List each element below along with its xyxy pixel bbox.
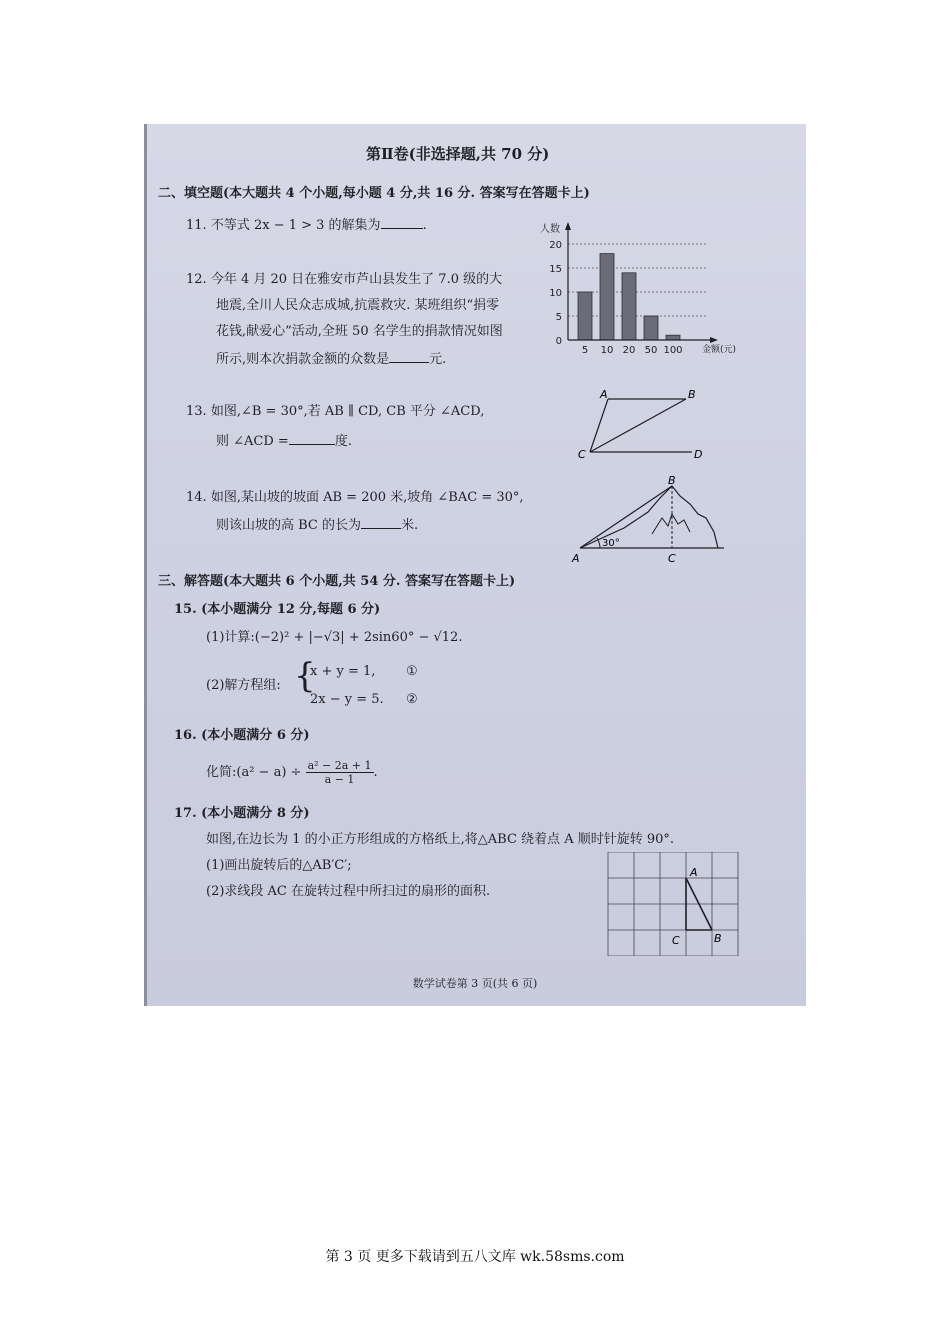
q15-part1: (1)计算:(−2)² + |−√3| + 2sin60° − √12.: [206, 630, 463, 645]
exam-photo: [144, 124, 806, 1006]
q11-text: 不等式 2x − 1 > 3 的解集为: [210, 218, 381, 233]
q14-line2-end: 米.: [401, 518, 419, 533]
page-footer: 数学试卷第 3 页(共 6 页): [412, 977, 538, 990]
fig17-grid-triangle: [606, 852, 742, 956]
photo-edge: [144, 124, 147, 1006]
q17-head: 17. (本小题满分 8 分): [174, 806, 310, 821]
q12-blank: [389, 350, 429, 363]
q12-line1-text: 今年 4 月 20 日在雅安市芦山县发生了 7.0 级的大: [210, 272, 503, 287]
chart-ytick-label: 10: [549, 288, 562, 299]
chart-xtick-label: 5: [581, 345, 589, 356]
fig14-slope-ab: [580, 486, 672, 548]
q16-denominator: a − 1: [324, 773, 355, 786]
q11-blank: [381, 216, 423, 229]
chart-ytick-label: 20: [549, 240, 562, 251]
q14-num: 14.: [186, 490, 207, 505]
section3-header: 三、解答题(本大题共 6 个小题,共 54 分. 答案写在答题卡上): [158, 574, 516, 589]
fig14-angle-label: 30°: [602, 538, 620, 549]
q14-line1: [186, 490, 524, 506]
fig14-mountain-outline: [580, 486, 718, 548]
q16-fraction: [306, 759, 374, 786]
chart-bar: [600, 254, 614, 340]
fig13-label-d: D: [694, 448, 703, 461]
q15-system-brace: {: [294, 656, 316, 696]
q13-line2: [216, 432, 352, 450]
chart-y-arrow: [565, 222, 571, 230]
chart-ylabel: 人数: [540, 224, 560, 235]
q14-blank: [361, 516, 401, 529]
chart-ticks: [549, 240, 682, 356]
q14-line1-text: 如图,某山坡的坡面 AB = 200 米,坡角 ∠BAC = 30°,: [210, 490, 524, 505]
q15-mark1: ①: [406, 664, 418, 679]
q12-line2: 地震,全川人民众志成城,抗震救灾. 某班组织“捐零: [216, 298, 500, 313]
fig17-label-b: B: [714, 932, 722, 945]
q14-line2-text: 则该山坡的高 BC 的长为: [216, 518, 362, 533]
q16-numerator: a² − 2a + 1: [307, 759, 372, 772]
q16-prefix: 化简:(a² − a) ÷: [206, 765, 302, 780]
fig17-label-a: A: [690, 866, 698, 879]
chart-bar: [666, 335, 680, 340]
chart-bar: [622, 273, 636, 340]
fig13-label-c: C: [578, 448, 586, 461]
chart-bar: [578, 292, 592, 340]
fig13-label-b: B: [688, 390, 696, 401]
q11-num: 11.: [186, 218, 207, 233]
fig13-line-cb: [590, 399, 686, 452]
q12-line4-text: 所示,则本次捐款金额的众数是: [216, 352, 390, 367]
q16-end: .: [373, 765, 378, 780]
chart-bars: [578, 254, 680, 340]
q15-part2-label: (2)解方程组:: [206, 678, 281, 693]
fig14-mountain-slope: [564, 474, 734, 566]
fig14-label-c: C: [668, 552, 676, 565]
chart-x-arrow: [710, 337, 718, 343]
chart-xlabel: 金额(元): [702, 345, 737, 355]
q12-line1: [186, 272, 502, 288]
chart-ytick-label: 0: [555, 336, 562, 347]
part-title: 第Ⅱ卷(非选择题,共 70 分): [366, 145, 550, 163]
document-footer: 第 3 页 更多下载请到五八文库 wk.58sms.com: [325, 1249, 625, 1265]
fig14-label-b: B: [668, 474, 676, 487]
q13-num: 13.: [186, 404, 207, 419]
chart-ytick-label: 5: [555, 312, 562, 323]
donation-bar-chart: [534, 220, 764, 360]
q15-mark2: ②: [406, 692, 418, 707]
chart-bar: [644, 316, 658, 340]
q12-line3: 花钱,献爱心”活动,全班 50 名学生的捐款情况如图: [216, 324, 503, 339]
q17-line1: 如图,在边长为 1 的小正方形组成的方格纸上,将△ABC 绕着点 A 顺时针旋转 90°.: [206, 832, 675, 847]
q13-line2-end: 度.: [334, 434, 352, 449]
fig14-mountain-ridge: [652, 514, 690, 534]
fig14-label-a: A: [572, 552, 580, 565]
q16-expression: [206, 758, 378, 788]
q12-num: 12.: [186, 272, 207, 287]
q15-eq2: 2x − y = 5.: [310, 692, 384, 707]
q13-line2-text: 则 ∠ACD =: [216, 434, 289, 449]
section2-header: 二、填空题(本大题共 4 个小题,每小题 4 分,共 16 分. 答案写在答题卡上): [158, 186, 590, 201]
q13-line1-text: 如图,∠B = 30°,若 AB ∥ CD, CB 平分 ∠ACD,: [210, 404, 485, 419]
q13-line1: [186, 404, 484, 420]
fig13-label-a: A: [600, 390, 608, 401]
q12-line4: [216, 350, 446, 368]
q17-part1: (1)画出旋转后的△AB′C′;: [206, 858, 352, 873]
q11-end: .: [422, 218, 427, 233]
fig17-label-c: C: [672, 934, 680, 947]
q14-line2: [216, 516, 418, 534]
chart-ytick-label: 15: [549, 264, 562, 275]
chart-xtick-label: 10: [600, 345, 614, 356]
q15-eq1: x + y = 1,: [310, 664, 376, 679]
chart-xtick-label: 20: [622, 345, 636, 356]
q17-part2: (2)求线段 AC 在旋转过程中所扫过的扇形的面积.: [206, 884, 491, 899]
q16-head: 16. (本小题满分 6 分): [174, 728, 310, 743]
q12-line4-end: 元.: [429, 352, 447, 367]
q11: [186, 216, 427, 234]
q13-blank: [289, 432, 335, 445]
chart-xtick-label: 100: [663, 345, 683, 356]
fig13-parallel-lines: [574, 390, 714, 462]
chart-xtick-label: 50: [644, 345, 658, 356]
q15-head: 15. (本小题满分 12 分,每题 6 分): [174, 602, 381, 617]
